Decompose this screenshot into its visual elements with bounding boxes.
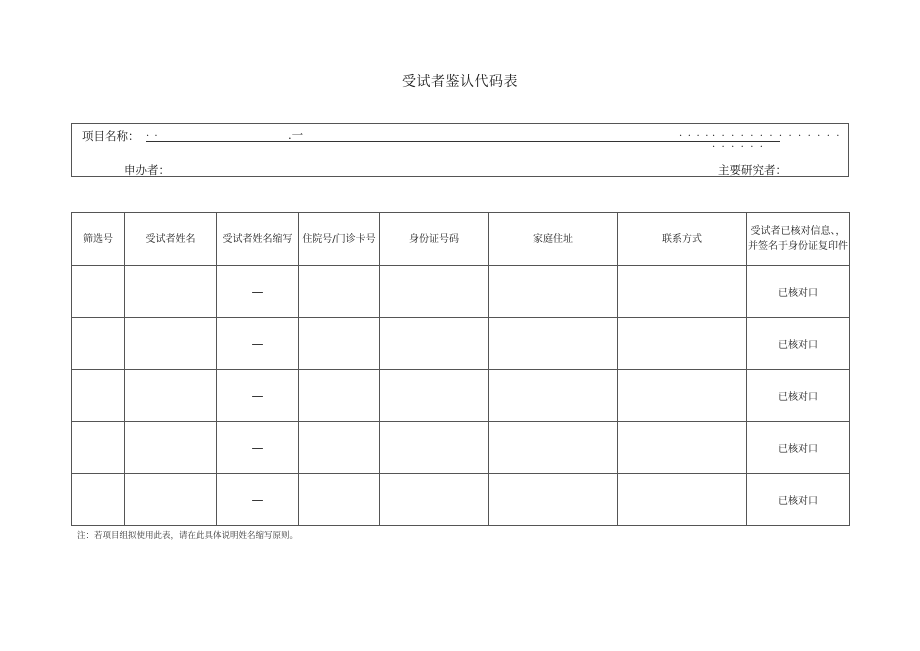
document-title: 受试者鉴认代码表 bbox=[402, 74, 518, 90]
screening-no-cell[interactable] bbox=[72, 422, 125, 474]
hospital-card-cell[interactable] bbox=[299, 318, 380, 370]
id-number-cell[interactable] bbox=[380, 422, 489, 474]
project-name-dots-b: . . . . bbox=[679, 128, 710, 139]
id-number-cell[interactable] bbox=[380, 318, 489, 370]
project-name-label: 项目名称： bbox=[82, 129, 140, 143]
name-abbreviation-cell[interactable]: — bbox=[217, 318, 299, 370]
name-abbreviation-cell[interactable]: — bbox=[217, 370, 299, 422]
id-number-cell[interactable] bbox=[380, 266, 489, 318]
header-id-number: 身份证号码 bbox=[380, 213, 489, 266]
header-verification: 受试者已核对信息、，并签名于身份证复印件 bbox=[747, 213, 850, 266]
contact-cell[interactable] bbox=[618, 370, 747, 422]
id-number-cell[interactable] bbox=[380, 474, 489, 526]
id-number-cell[interactable] bbox=[380, 370, 489, 422]
home-address-cell[interactable] bbox=[489, 422, 618, 474]
sponsor-label: 申办者： bbox=[124, 163, 170, 177]
name-abbreviation-cell[interactable]: — bbox=[217, 422, 299, 474]
hospital-card-cell[interactable] bbox=[299, 474, 380, 526]
header-name-abbreviation: 受试者姓名缩写 bbox=[217, 213, 299, 266]
home-address-cell[interactable] bbox=[489, 370, 618, 422]
hospital-card-cell[interactable] bbox=[299, 370, 380, 422]
header-subject-name: 受试者姓名 bbox=[125, 213, 217, 266]
verification-cell[interactable]: 已核对口 bbox=[747, 266, 850, 318]
table-row bbox=[72, 370, 850, 422]
contact-cell[interactable] bbox=[618, 422, 747, 474]
project-name-underline bbox=[146, 141, 780, 142]
hospital-card-cell[interactable] bbox=[299, 422, 380, 474]
subject-id-code-table bbox=[71, 212, 850, 526]
screening-no-cell[interactable] bbox=[72, 318, 125, 370]
contact-cell[interactable] bbox=[618, 266, 747, 318]
header-screening-no: 筛选号 bbox=[72, 213, 125, 266]
subject-name-cell[interactable] bbox=[125, 318, 217, 370]
home-address-cell[interactable] bbox=[489, 318, 618, 370]
subject-name-cell[interactable] bbox=[125, 370, 217, 422]
principal-investigator-label: 主要研究者： bbox=[718, 163, 787, 177]
table-header-row bbox=[72, 213, 850, 266]
verification-cell[interactable]: 已核对口 bbox=[747, 422, 850, 474]
table-row bbox=[72, 318, 850, 370]
screening-no-cell[interactable] bbox=[72, 474, 125, 526]
verification-cell[interactable]: 已核对口 bbox=[747, 318, 850, 370]
name-abbreviation-cell[interactable]: — bbox=[217, 474, 299, 526]
contact-cell[interactable] bbox=[618, 318, 747, 370]
screening-no-cell[interactable] bbox=[72, 370, 125, 422]
table-row bbox=[72, 266, 850, 318]
subject-name-cell[interactable] bbox=[125, 422, 217, 474]
verification-cell[interactable]: 已核对口 bbox=[747, 370, 850, 422]
header-home-address: 家庭住址 bbox=[489, 213, 618, 266]
header-hospital-card-no: 住院号/门诊卡号 bbox=[299, 213, 380, 266]
contact-cell[interactable] bbox=[618, 474, 747, 526]
home-address-cell[interactable] bbox=[489, 266, 618, 318]
footnote: 注：若项目组拟使用此表，请在此具体说明姓名缩写原则。 bbox=[77, 531, 299, 541]
subject-name-cell[interactable] bbox=[125, 266, 217, 318]
table-row bbox=[72, 474, 850, 526]
table-row bbox=[72, 422, 850, 474]
home-address-cell[interactable] bbox=[489, 474, 618, 526]
project-name-dots-a: . . bbox=[146, 128, 159, 139]
project-info-box bbox=[71, 123, 849, 177]
header-contact: 联系方式 bbox=[618, 213, 747, 266]
screening-no-cell[interactable] bbox=[72, 266, 125, 318]
hospital-card-cell[interactable] bbox=[299, 266, 380, 318]
verification-cell[interactable]: 已核对口 bbox=[747, 474, 850, 526]
name-abbreviation-cell[interactable]: — bbox=[217, 266, 299, 318]
project-name-dash: .一 bbox=[288, 128, 304, 142]
project-name-dots-c: . . . . . . . . . . . . . . . . . . . . bbox=[712, 128, 842, 150]
subject-name-cell[interactable] bbox=[125, 474, 217, 526]
